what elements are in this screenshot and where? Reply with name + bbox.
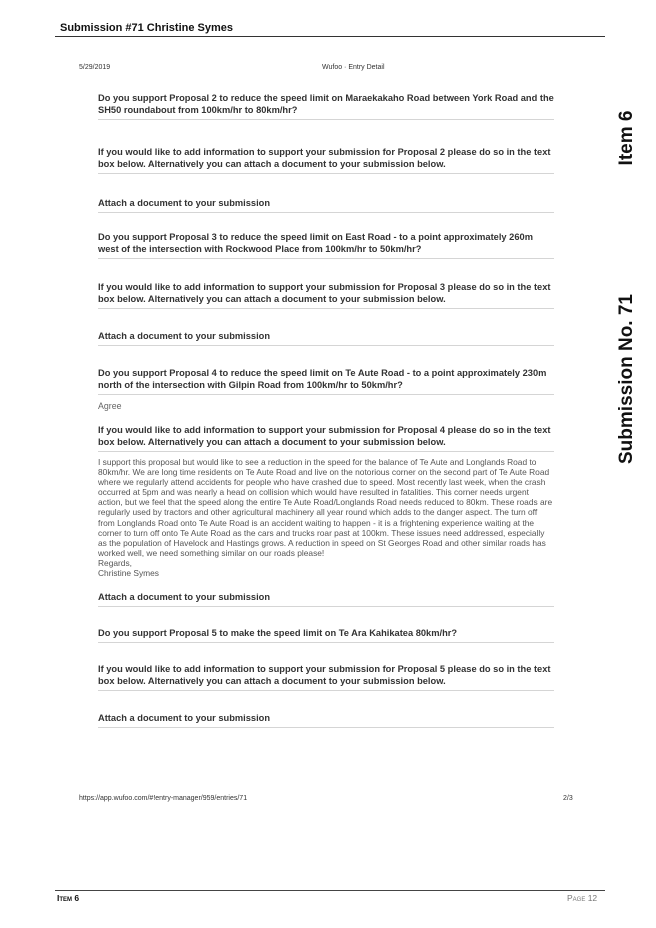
question-proposal-5-info: If you would like to add information to support your submission for Proposal 5 please do so in the text box below. Alternatively you can attach a document to your submission below.	[98, 663, 554, 691]
footer-item: Item 6	[57, 893, 80, 903]
question-proposal-4: Do you support Proposal 4 to reduce the speed limit on Te Aute Road - to a point approximately 230m north of the intersection with Gilpin Road from 100km/hr to 50km/hr?	[98, 367, 554, 395]
question-proposal-3-info: If you would like to add information to support your submission for Proposal 3 please do so in the text box below. Alternatively you can attach a document to your submission below.	[98, 281, 554, 309]
question-proposal-3: Do you support Proposal 3 to reduce the speed limit on East Road - to a point approximately 260m west of the intersection with Rockwood Place from 100km/hr to 50km/hr?	[98, 231, 554, 259]
question-proposal-4-info: If you would like to add information to support your submission for Proposal 4 please do so in the text box below. Alternatively you can attach a document to your submission below.	[98, 424, 554, 452]
question-attach-document: Attach a document to your submission	[98, 712, 554, 728]
question-proposal-5: Do you support Proposal 5 to make the speed limit on Te Ara Kahikatea 80km/hr?	[98, 627, 554, 643]
print-date: 5/29/2019	[79, 64, 111, 71]
print-page-title: Wufoo · Entry Detail	[322, 64, 385, 71]
question-proposal-2-info: If you would like to add information to support your submission for Proposal 2 please do so in the text box below. Alternatively you can attach a document to your submission below.	[98, 146, 554, 174]
document-title: Submission #71 Christine Symes	[60, 22, 234, 34]
print-page-number: 2/3	[563, 795, 573, 802]
answer-proposal-4-info: I support this proposal but would like to see a reduction in the speed for the balance of Te Aute and Longlands Road to 80km/hr. We are long time residents on Te Aute Road and live on the notorious corner on the second part of Te Aute Road where we regularly attend accidents for people who have crashed due to speed. Most recently last week, when the crash occurred at 5pm and was nearly a head on collision which would have resulted in fatalities. This corner needs urgent action, but we feel that the speed along the entire Te Aute Road/Longlands Road needs reduced to 80km. These roads are regularly used by tractors and other agricultural machinery all year round which adds to the danger aspect. The turn off from Longlands Road onto Te Aute Road is an accident waiting to happen - it is a frightening experience waiting at the corner to turn off onto Te Aute Road as the cars and trucks roar past at 100km. These issues need addressed, especially as the population of Havelock and Hastings grows. A reduction in speed on St Georges Road and other similar roads has worked well, we need something similar on our roads please! Regards, Christine Symes	[98, 457, 553, 579]
question-proposal-2: Do you support Proposal 2 to reduce the speed limit on Maraekakaho Road between York Road and the SH50 roundabout from 100km/hr to 80km/hr?	[98, 92, 554, 120]
header-rule	[55, 36, 605, 37]
footer-rule	[55, 890, 605, 891]
side-label-submission-text: Submission No. 71	[616, 294, 637, 464]
question-attach-document: Attach a document to your submission	[98, 330, 554, 346]
question-attach-document: Attach a document to your submission	[98, 197, 554, 213]
footer-page-number: Page 12	[567, 893, 598, 903]
question-attach-document: Attach a document to your submission	[98, 591, 554, 607]
side-label-submission	[616, 296, 638, 462]
print-url: https://app.wufoo.com/#!entry-manager/959/entries/71	[79, 795, 248, 802]
side-label-item	[616, 108, 638, 168]
answer-proposal-4: Agree	[98, 401, 122, 411]
entry-form	[98, 92, 554, 728]
side-label-item-text: Item 6	[616, 110, 637, 166]
